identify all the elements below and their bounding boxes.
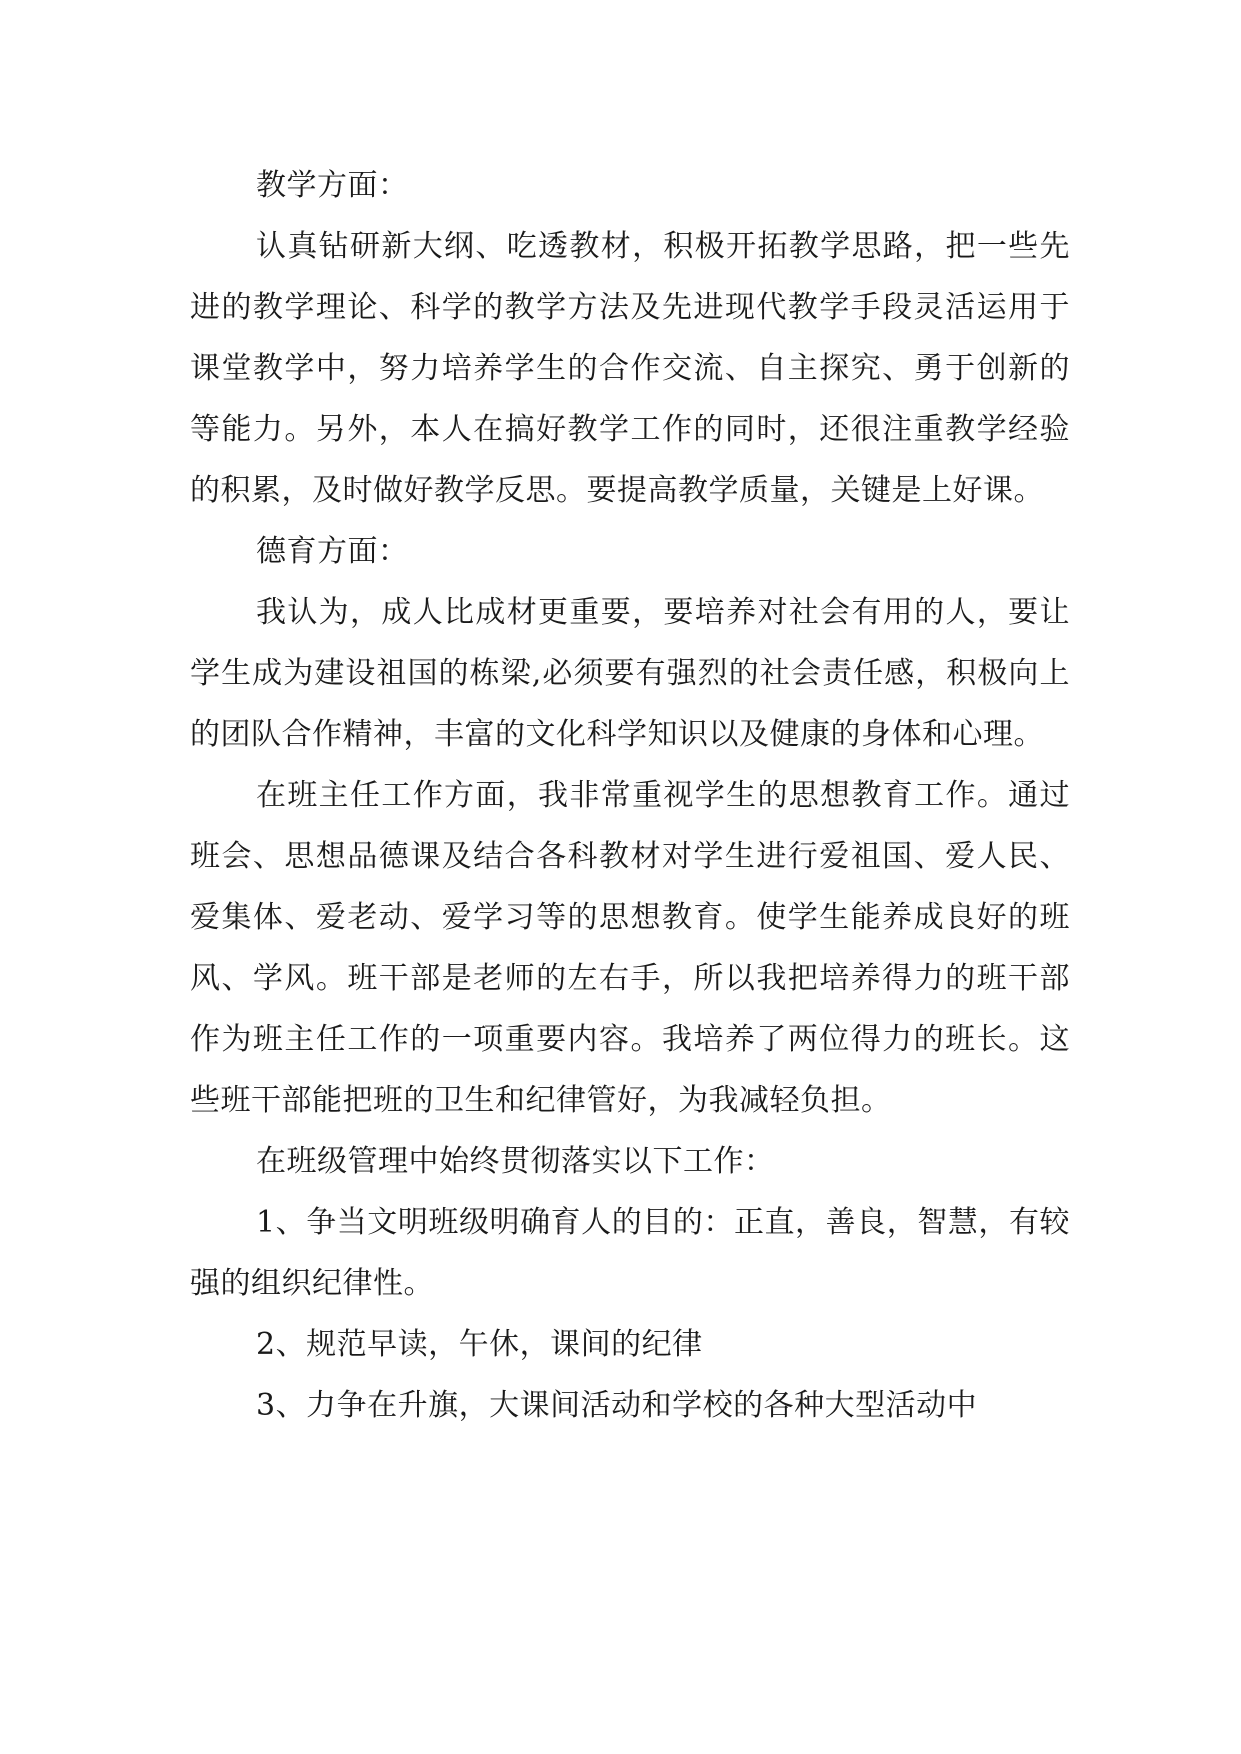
heading-teaching: 教学方面： xyxy=(256,168,409,203)
paragraph-class-management-intro: 在班级管理中始终贯彻落实以下工作： xyxy=(256,1144,775,1179)
document-body xyxy=(190,155,1070,1436)
list-item-2: 2、规范早读，午休，课间的纪律 xyxy=(256,1327,703,1362)
paragraph-class-teacher-work: 在班主任工作方面，我非常重视学生的思想教育工作。通过班会、思想品德课及结合各科教材对学生进行爱祖国、爱人民、爱集体、爱老动、爱学习等的思想教育。使学生能养成良好的班风、学风。班干部是老师的左右手，所以我把培养得力的班干部作为班主任工作的一项重要内容。我培养了两位得力的班长。这些班干部能把班的卫生和纪律管好，为我减轻负担。 xyxy=(190,778,1070,1118)
list-item-3: 3、力争在升旗，大课间活动和学校的各种大型活动中 xyxy=(256,1388,978,1423)
list-item-1: 1、争当文明班级明确育人的目的：正直，善良，智慧，有较强的组织纪律性。 xyxy=(190,1205,1070,1301)
heading-moral-education: 德育方面： xyxy=(256,534,409,569)
paragraph-teaching-content: 认真钻研新大纲、吃透教材，积极开拓教学思路，把一些先进的教学理论、科学的教学方法及先进现代教学手段灵活运用于课堂教学中，努力培养学生的合作交流、自主探究、勇于创新的等能力。另外，本人在搞好教学工作的同时，还很注重教学经验的积累，及时做好教学反思。要提高教学质量，关键是上好课。 xyxy=(190,229,1070,508)
paragraph-moral-education-content: 我认为，成人比成材更重要，要培养对社会有用的人，要让学生成为建设祖国的栋梁,必须要有强烈的社会责任感，积极向上的团队合作精神，丰富的文化科学知识以及健康的身体和心理。 xyxy=(190,595,1070,752)
